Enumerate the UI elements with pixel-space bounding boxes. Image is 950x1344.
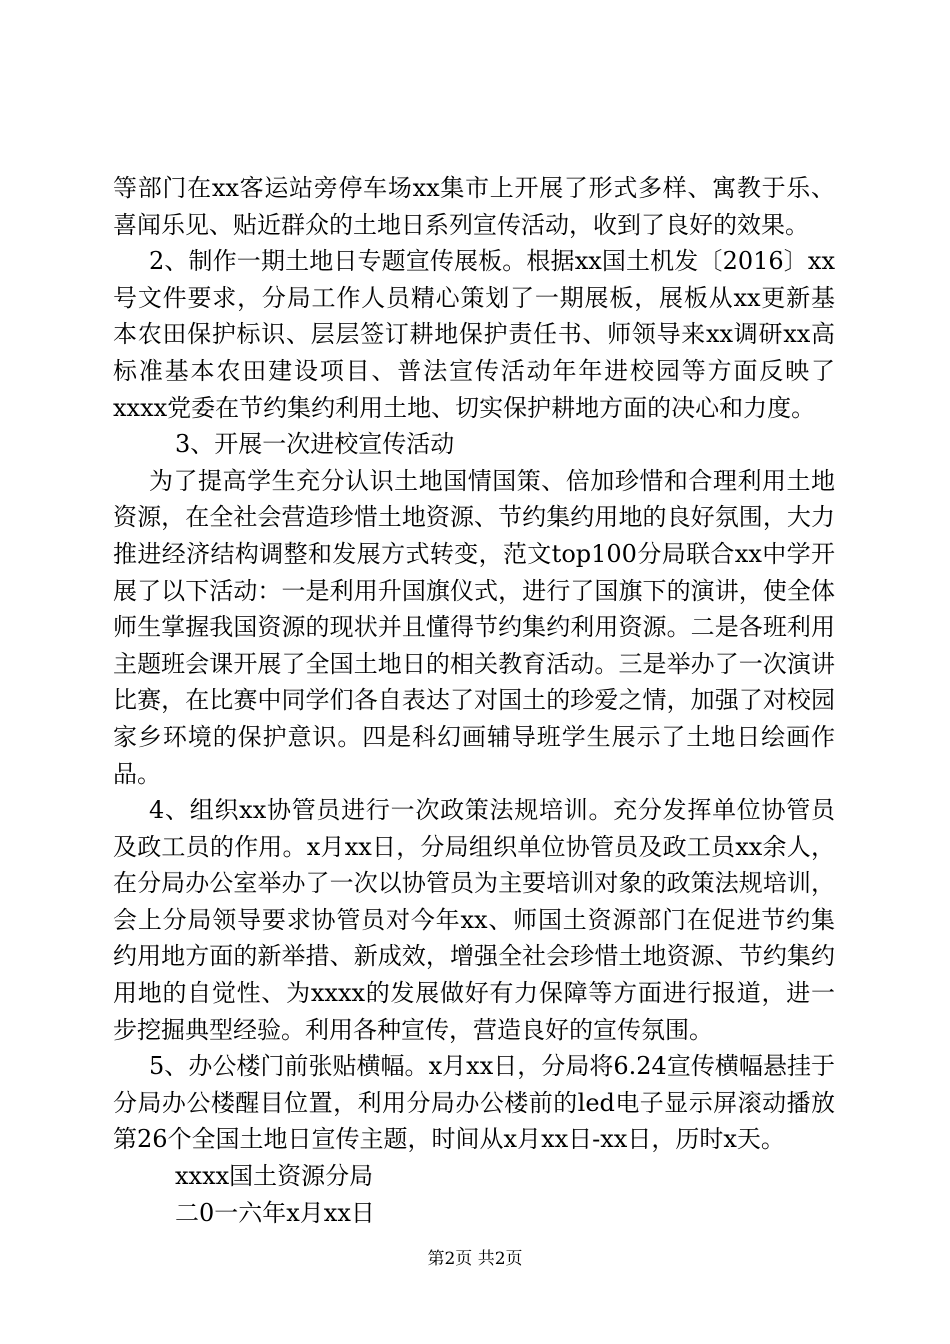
page-number-footer: 第2页 共2页: [427, 1249, 523, 1269]
document-body: [113, 170, 835, 1231]
paragraph-continuation: 等部门在xx客运站旁停车场xx集市上开展了形式多样、寓教于乐、喜闻乐见、贴近群众的土地日系列宣传活动，收到了良好的效果。: [113, 174, 835, 239]
paragraph-item-3-heading: 3、开展一次进校宣传活动: [175, 430, 455, 459]
signature-date: 二0一六年x月xx日: [175, 1198, 375, 1227]
paragraph-item-4: 4、组织xx协管员进行一次政策法规培训。充分发挥单位协管员及政工员的作用。x月xx日，分局组织单位协管员及政工员xx余人，在分局办公室举办了一次以协管员为主要培训对象的政策法规培训，会上分局领导要求协管员对今年xx、师国土资源部门在促进节约集约用地方面的新举措、新成效，增强全社会珍惜土地资源、节约集约用地的自觉性、为xxxx的发展做好有力保障等方面进行报道，进一步挖掘典型经验。利用各种宣传，营造良好的宣传氛围。: [113, 796, 835, 1044]
paragraph-item-3-body: 为了提高学生充分认识土地国情国策、倍加珍惜和合理利用土地资源，在全社会营造珍惜土地资源、节约集约用地的良好氛围，大力推进经济结构调整和发展方式转变，范文top100分局联合xx中学开展了以下活动：一是利用升国旗仪式，进行了国旗下的演讲，使全体师生掌握我国资源的现状并且懂得节约集约利用资源。二是各班利用主题班会课开展了全国土地日的相关教育活动。三是举办了一次演讲比赛，在比赛中同学们各自表达了对国土的珍爱之情，加强了对校园家乡环境的保护意识。四是科幻画辅导班学生展示了土地日绘画作品。: [113, 466, 835, 788]
paragraph-item-5: 5、办公楼门前张贴横幅。x月xx日，分局将6.24宣传横幅悬挂于分局办公楼醒目位置，利用分局办公楼前的led电子显示屏滚动播放第26个全国土地日宣传主题，时间从x月xx日-xx日，历时x天。: [113, 1052, 835, 1154]
paragraph-item-2: 2、制作一期土地日专题宣传展板。根据xx国土机发〔2016〕xx号文件要求，分局工作人员精心策划了一期展板，展板从xx更新基本农田保护标识、层层签订耕地保护责任书、师领导来xx调研xx高标准基本农田建设项目、普法宣传活动年年进校园等方面反映了xxxx党委在节约集约利用土地、切实保护耕地方面的决心和力度。: [113, 247, 835, 422]
signature-organization: xxxx国土资源分局: [175, 1162, 374, 1191]
